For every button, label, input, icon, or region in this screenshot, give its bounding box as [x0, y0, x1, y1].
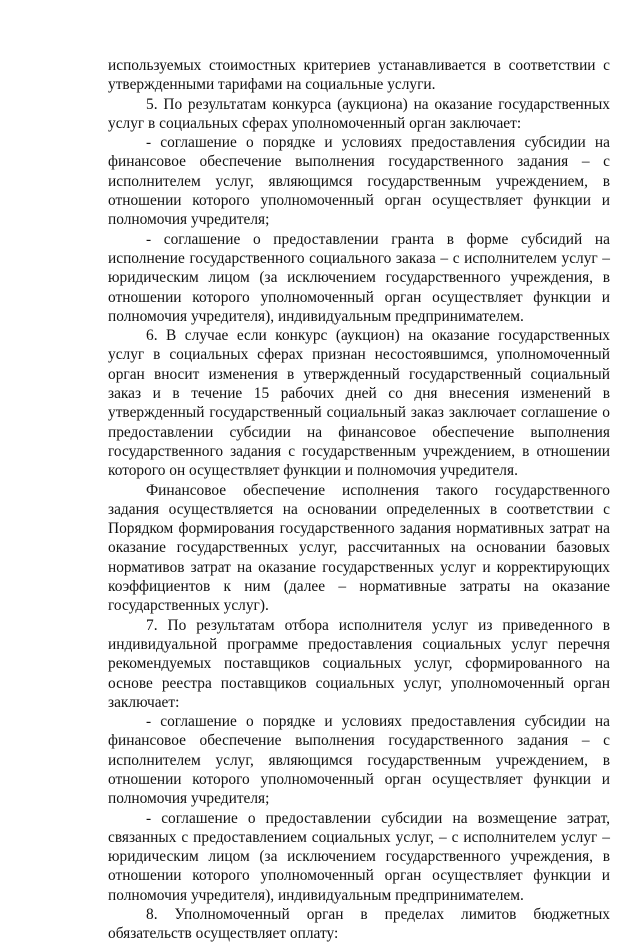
list-item-agreement-subsidy: - соглашение о порядке и условиях предоставления субсидии на финансовое обеспечение выполнения государственного задания – с исполнителем услуг, являющимся государственным учреждением, в отношении которого уполномоченный орган осуществляет функции и полномочия учредителя;	[108, 134, 610, 229]
document-page	[108, 56, 610, 944]
paragraph-financing: Финансовое обеспечение исполнения такого государственного задания осуществляется на основании определенных в соответствии с Порядком формирования государственного задания нормативных затрат на оказание государственных услуг, рассчитанных на основании базовых нормативов затрат на оказание государственных услуг и корректирующих коэффициентов к ним (далее – нормативные затраты на оказание государственных услуг).	[108, 481, 610, 615]
paragraph-item-8: 8. Уполномоченный орган в пределах лимитов бюджетных обязательств осуществляет оплату:	[108, 906, 610, 943]
paragraph-continuation: используемых стоимостных критериев устанавливается в соответствии с утвержденными тарифами на социальные услуги.	[108, 57, 610, 94]
paragraph-item-6: 6. В случае если конкурс (аукцион) на оказание государственных услуг в социальных сферах признан несостоявшимся, уполномоченный орган вносит изменения в утвержденный государственный социальный заказ и в течение 15 рабочих дней со дня внесения изменений в утвержденный государственный социальный заказ заключает соглашение о предоставлении субсидии на финансовое обеспечение выполнения государственного задания с государственным учреждением, в отношении которого он осуществляет функции и полномочия учредителя.	[108, 327, 610, 480]
list-item-agreement-subsidy-2: - соглашение о порядке и условиях предоставления субсидии на финансовое обеспечение выполнения государственного задания – с исполнителем услуг, являющимся государственным учреждением, в отношении которого уполномоченный орган осуществляет функции и полномочия учредителя;	[108, 713, 610, 808]
list-item-agreement-grant: - соглашение о предоставлении гранта в форме субсидий на исполнение государственного социального заказа – с исполнителем услуг – юридическим лицом (за исключением государственного учреждения, в отношении которого уполномоченный орган осуществляет функции и полномочия учредителя), индивидуальным предпринимателем.	[108, 230, 610, 325]
paragraph-item-5: 5. По результатам конкурса (аукциона) на оказание государственных услуг в социальных сферах уполномоченный орган заключает:	[108, 95, 610, 132]
list-item-agreement-reimbursement: - соглашение о предоставлении субсидии на возмещение затрат, связанных с предоставлением социальных услуг, – с исполнителем услуг – юридическим лицом (за исключением государственного учреждения, в отношении которого уполномоченный орган осуществляет функции и полномочия учредителя), индивидуальным предпринимателем.	[108, 809, 610, 904]
paragraph-item-7: 7. По результатам отбора исполнителя услуг из приведенного в индивидуальной программе предоставления социальных услуг перечня рекомендуемых поставщиков социальных услуг, сформированного на основе реестра поставщиков социальных услуг, уполномоченный орган заключает:	[108, 616, 610, 711]
